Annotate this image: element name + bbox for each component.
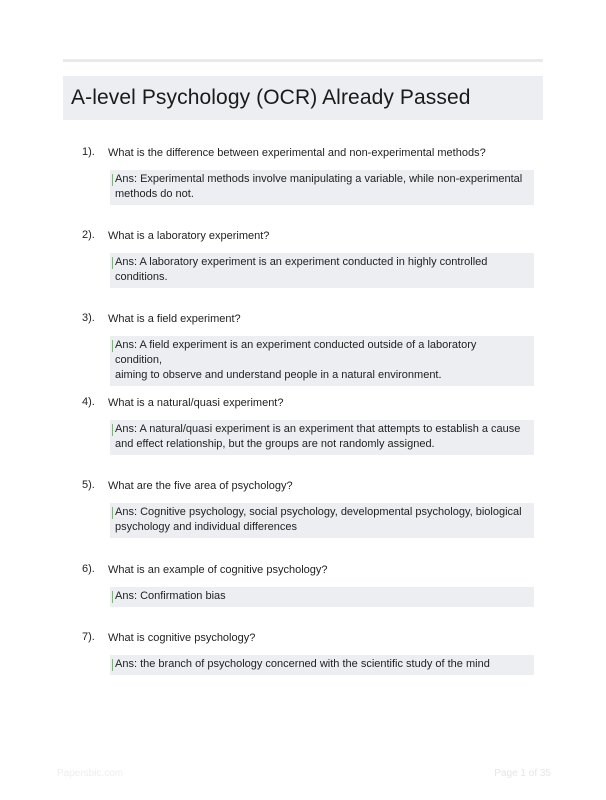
question-text: What is cognitive psychology? — [108, 632, 256, 644]
answer-marker — [112, 591, 113, 603]
answer-marker — [112, 340, 113, 352]
page-indicator: Page 1 of 35 — [494, 768, 551, 779]
answer-line: psychology and individual differences — [115, 521, 298, 533]
answer-marker — [112, 424, 113, 436]
question-number: 7). — [82, 631, 95, 643]
answer-line: Ans: A laboratory experiment is an experiment conducted in highly controlled — [115, 256, 488, 268]
question-number: 3). — [82, 312, 95, 324]
answer-line: and effect relationship, but the groups are not randomly assigned. — [115, 438, 435, 450]
question-number: 4). — [82, 396, 95, 408]
answer-box — [110, 503, 534, 538]
question-text: What is a natural/quasi experiment? — [108, 397, 284, 409]
footer-watermark: Papersbic.com — [57, 768, 124, 779]
answer-box — [110, 655, 534, 675]
answer-box — [110, 170, 534, 205]
answer-line: Ans: Experimental methods involve manipulating a variable, while non-experimental — [115, 173, 523, 185]
answer-box — [110, 587, 534, 607]
answer-marker — [112, 507, 113, 519]
answer-box — [110, 253, 534, 288]
question-number: 2). — [82, 229, 95, 241]
answer-box — [110, 336, 534, 386]
title-banner — [63, 76, 543, 120]
answer-line: Ans: Cognitive psychology, social psychology, developmental psychology, biological — [115, 506, 522, 518]
answer-line: Ans: Confirmation bias — [115, 590, 226, 602]
answer-marker — [112, 257, 113, 269]
question-number: 5). — [82, 479, 95, 491]
answer-marker — [112, 659, 113, 671]
answer-marker — [112, 174, 113, 186]
answer-line: Ans: A natural/quasi experiment is an experiment that attempts to establish a cause — [115, 423, 521, 435]
answer-box — [110, 420, 534, 455]
answer-line: conditions. — [115, 271, 168, 283]
answer-line: Ans: the branch of psychology concerned with the scientific study of the mind — [115, 658, 490, 670]
answer-line: aiming to observe and understand people in a natural environment. — [115, 369, 442, 381]
question-text: What is the difference between experimental and non-experimental methods? — [108, 147, 486, 159]
question-number: 6). — [82, 563, 95, 575]
question-text: What is a laboratory experiment? — [108, 230, 270, 242]
answer-line: Ans: A field experiment is an experiment conducted outside of a laboratory condition, — [115, 339, 477, 366]
answer-line: methods do not. — [115, 188, 194, 200]
question-number: 1). — [82, 146, 95, 158]
question-text: What is an example of cognitive psychology? — [108, 564, 328, 576]
top-divider — [63, 59, 543, 62]
question-text: What are the five area of psychology? — [108, 480, 293, 492]
page-title: A-level Psychology (OCR) Already Passed — [71, 86, 471, 109]
question-text: What is a field experiment? — [108, 313, 241, 325]
